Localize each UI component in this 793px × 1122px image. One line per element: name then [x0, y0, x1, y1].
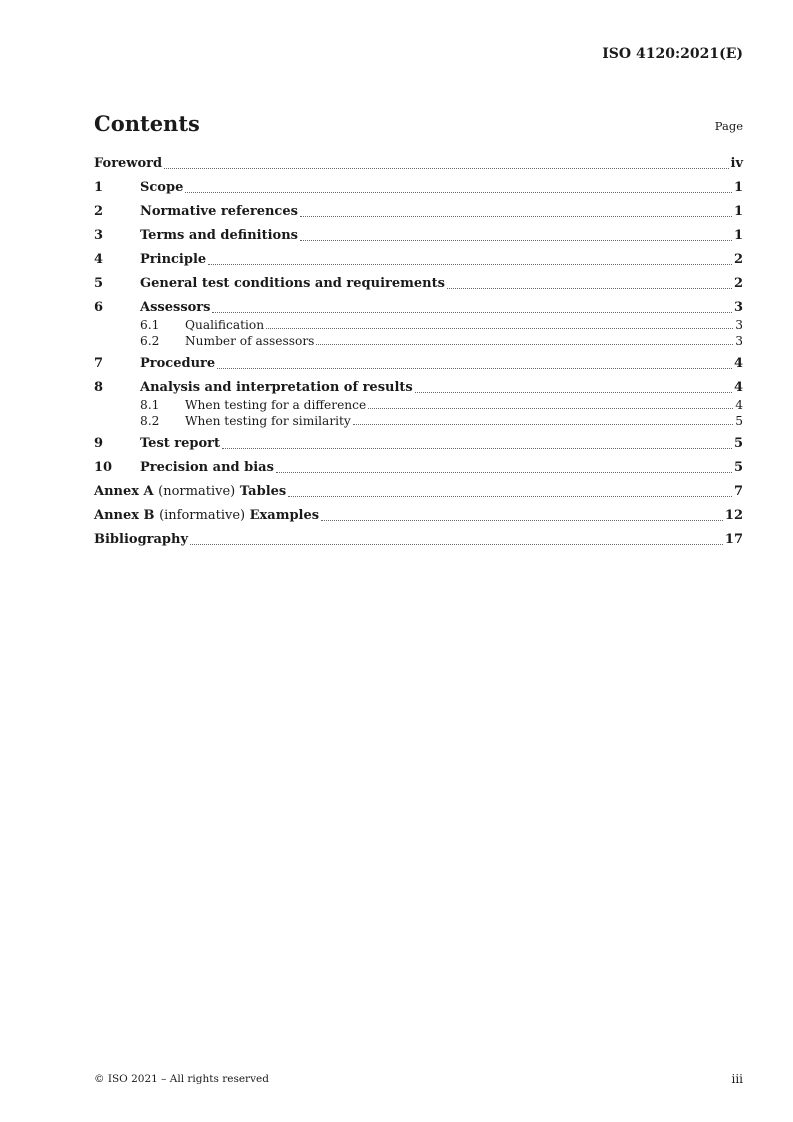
- toc-entry-number: 5: [94, 276, 104, 291]
- annex-label: Annex A: [94, 484, 154, 499]
- toc-entry-page: iv: [730, 156, 743, 171]
- toc-entry-number: 4: [94, 252, 104, 267]
- toc-entry-title: Foreword: [94, 156, 163, 171]
- toc-leader: [208, 263, 732, 265]
- toc-annex-title: [94, 483, 286, 501]
- toc-subentry-qualification[interactable]: [94, 317, 743, 333]
- toc-subentry-title: When testing for similarity: [185, 414, 351, 428]
- toc-entry-page: 1: [733, 228, 743, 243]
- toc-entry-annex-a[interactable]: [94, 483, 743, 501]
- toc-subentry-number: 8.1: [140, 398, 160, 412]
- toc-entry-analysis[interactable]: [94, 379, 743, 397]
- toc-entry-general-test-conditions[interactable]: [94, 275, 743, 293]
- toc-leader: [300, 239, 732, 241]
- toc-leader: [321, 519, 723, 521]
- toc-entry-page: 5: [733, 460, 743, 475]
- toc-entry-page: 1: [733, 180, 743, 195]
- toc-entry-title: Test report: [140, 436, 221, 451]
- toc-entry-number: 3: [94, 228, 104, 243]
- toc-entry-number: 2: [94, 204, 104, 219]
- toc-entry-number: 6: [94, 300, 104, 315]
- footer-copyright: © ISO 2021 – All rights reserved: [94, 1073, 269, 1085]
- annex-kind: (normative): [158, 484, 236, 499]
- toc-subentry-testing-difference[interactable]: [94, 397, 743, 413]
- toc-entry-test-report[interactable]: [94, 435, 743, 453]
- toc-leader: [217, 367, 732, 369]
- toc-entry-page: 3: [733, 300, 743, 315]
- toc-entry-assessors[interactable]: [94, 299, 743, 317]
- toc-leader: [164, 167, 728, 169]
- toc-leader: [353, 423, 733, 425]
- toc-entry-number: 1: [94, 180, 104, 195]
- toc-entry-page: 7: [733, 484, 743, 499]
- toc-entry-number: 9: [94, 436, 104, 451]
- toc-entry-foreword[interactable]: [94, 155, 743, 173]
- footer-page-number: iii: [731, 1072, 743, 1086]
- toc-entry-page: 4: [733, 356, 743, 371]
- toc-entry-page: 1: [733, 204, 743, 219]
- toc-leader: [190, 543, 723, 545]
- annex-name: Tables: [239, 484, 287, 499]
- toc-subentry-title: Qualification: [185, 318, 265, 332]
- toc-entry-page: 5: [733, 436, 743, 451]
- toc-entry-bibliography[interactable]: [94, 531, 743, 549]
- toc-leader: [212, 311, 731, 313]
- toc-entry-title: Normative references: [140, 204, 298, 219]
- toc-subentry-number: 8.2: [140, 414, 160, 428]
- toc-leader: [185, 191, 732, 193]
- toc-subentry-testing-similarity[interactable]: [94, 413, 743, 429]
- toc-leader: [368, 407, 733, 409]
- toc-subentry-page: 4: [735, 398, 743, 412]
- toc-entry-title: Scope: [140, 180, 184, 195]
- toc-entry-title: General test conditions and requirements: [140, 276, 445, 291]
- toc-leader: [222, 447, 732, 449]
- toc-entry-number: 10: [94, 460, 113, 475]
- toc-subentry-title: Number of assessors: [185, 334, 315, 348]
- toc-entry-terms-and-definitions[interactable]: [94, 227, 743, 245]
- toc-entry-page: 2: [733, 276, 743, 291]
- toc-entry-title: Terms and definitions: [140, 228, 298, 243]
- toc-entry-title: Principle: [140, 252, 207, 267]
- toc-entry-procedure[interactable]: [94, 355, 743, 373]
- toc-subentry-title: When testing for a difference: [185, 398, 367, 412]
- toc-entry-title: Analysis and interpretation of results: [140, 380, 413, 395]
- toc-leader: [266, 327, 733, 329]
- toc-entry-normative-references[interactable]: [94, 203, 743, 221]
- toc-entry-number: 7: [94, 356, 104, 371]
- toc-entry-annex-b[interactable]: [94, 507, 743, 525]
- toc-entry-principle[interactable]: [94, 251, 743, 269]
- toc-entry-page: 4: [733, 380, 743, 395]
- toc-subentry-number: 6.1: [140, 318, 160, 332]
- page-column-label: Page: [714, 119, 743, 133]
- toc-subentry-number: 6.2: [140, 334, 160, 348]
- toc-entry-title: Bibliography: [94, 532, 189, 547]
- annex-name: Examples: [249, 508, 320, 523]
- toc-entry-page: 12: [724, 508, 743, 523]
- toc-entry-page: 17: [724, 532, 743, 547]
- toc-entry-precision-and-bias[interactable]: [94, 459, 743, 477]
- toc-leader: [288, 495, 732, 497]
- annex-label: Annex B: [94, 508, 155, 523]
- toc-entry-title: Assessors: [140, 300, 211, 315]
- toc-entry-scope[interactable]: [94, 179, 743, 197]
- toc-leader: [300, 215, 732, 217]
- toc-subentry-number-of-assessors[interactable]: [94, 333, 743, 349]
- toc-entry-page: 2: [733, 252, 743, 267]
- toc-annex-title: [94, 507, 319, 525]
- toc-leader: [276, 471, 732, 473]
- table-of-contents: [94, 155, 743, 549]
- toc-entry-title: Precision and bias: [140, 460, 274, 475]
- toc-leader: [316, 343, 733, 345]
- toc-leader: [415, 391, 732, 393]
- contents-title: Contents: [94, 111, 200, 136]
- toc-subentry-page: 3: [735, 318, 743, 332]
- toc-entry-title: Procedure: [140, 356, 216, 371]
- document-id: ISO 4120:2021(E): [602, 46, 743, 62]
- annex-kind: (informative): [159, 508, 246, 523]
- toc-entry-number: 8: [94, 380, 104, 395]
- toc-subentry-page: 5: [735, 414, 743, 428]
- toc-subentry-page: 3: [735, 334, 743, 348]
- toc-leader: [447, 287, 732, 289]
